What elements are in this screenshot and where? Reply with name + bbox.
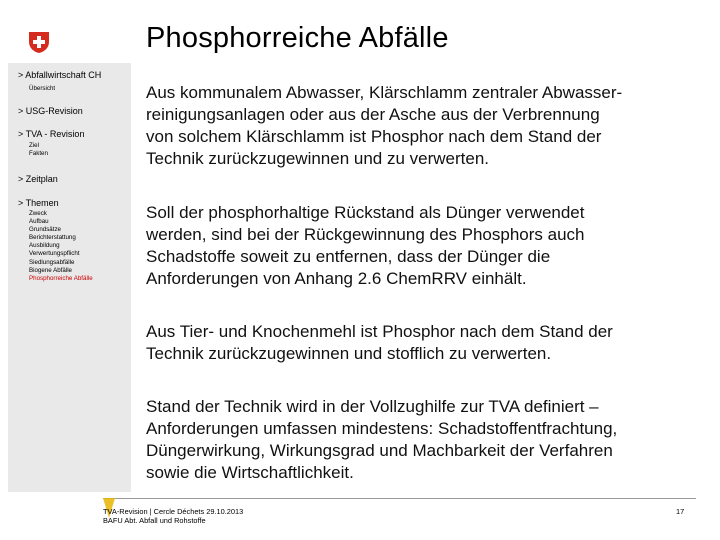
nav-tva-revision[interactable]: > TVA - Revision xyxy=(18,129,85,139)
nav-sub-item[interactable]: Zweck xyxy=(29,210,47,217)
text-line: Schadstoffe soweit zu entfernen, dass der Dünger die xyxy=(146,247,551,266)
text-line: sowie die Wirtschaftlichkeit. xyxy=(146,463,354,482)
nav-sub-item[interactable]: Siedlungsabfälle xyxy=(29,258,75,266)
nav-sub-item[interactable]: Biogene Abfälle xyxy=(29,266,73,274)
footer-divider xyxy=(103,498,696,499)
text-line: Düngerwirkung, Wirkungsgrad und Machbarkeit der Verfahren xyxy=(146,441,613,460)
nav-sub-item[interactable]: Grundsätze xyxy=(29,226,61,234)
nav-sub-item[interactable]: Ziel xyxy=(29,142,39,149)
text-line: Aus kommunalem Abwasser, Klärschlamm zentraler Abwasser- xyxy=(146,83,623,102)
nav-sub-list-3 xyxy=(29,142,48,158)
text-line: reinigungsanlagen oder aus der Asche aus der Verbrennung xyxy=(146,105,600,124)
paragraph-3 xyxy=(146,321,716,365)
paragraph-2 xyxy=(146,202,716,290)
nav-usg-revision[interactable]: > USG-Revision xyxy=(18,106,83,116)
nav-sub-item[interactable]: Übersicht xyxy=(29,85,56,92)
text-line: Anforderungen umfassen mindestens: Schadstoffentfrachtung, xyxy=(146,419,618,438)
footer-line-2: BAFU Abt. Abfall und Rohstoffe xyxy=(103,516,206,525)
text-line: Technik zurückzugewinnen und stofflich zu verwerten. xyxy=(146,344,552,363)
swiss-cross-icon xyxy=(27,30,51,54)
nav-sub-list-5 xyxy=(29,210,93,283)
nav-sub-item[interactable]: Aufbau xyxy=(29,218,49,226)
nav-sub-item[interactable]: Berichterstattung xyxy=(29,234,76,242)
text-line: Anforderungen von Anhang 2.6 ChemRRV einhält. xyxy=(146,269,527,288)
text-line: Technik zurückzugewinnen und zu verwerten. xyxy=(146,149,490,168)
footer-line-1: TVA-Revision | Cercle Déchets 29.10.2013 xyxy=(103,507,244,516)
nav-zeitplan[interactable]: > Zeitplan xyxy=(18,174,58,184)
text-line: werden, sind bei der Rückgewinnung des Phosphors auch xyxy=(146,225,585,244)
nav-sub-item[interactable]: Verwertungspflicht xyxy=(29,250,80,258)
nav-themen[interactable]: > Themen xyxy=(18,198,59,208)
text-line: von solchem Klärschlamm ist Phosphor nach dem Stand der xyxy=(146,127,602,146)
nav-sub-item-active[interactable]: Phosphorreiche Abfälle xyxy=(29,274,93,282)
paragraph-4 xyxy=(146,396,716,484)
page-number: 17 xyxy=(676,507,685,516)
paragraph-1 xyxy=(146,82,716,170)
nav-sub-list-1 xyxy=(29,85,55,93)
nav-abfallwirtschaft[interactable]: > Abfallwirtschaft CH xyxy=(18,70,102,80)
page-title: Phosphorreiche Abfälle xyxy=(146,22,449,54)
text-line: Soll der phosphorhaltige Rückstand als Dünger verwendet xyxy=(146,203,585,222)
footer-text xyxy=(103,507,243,525)
nav-sub-item[interactable]: Fakten xyxy=(29,150,48,158)
text-line: Stand der Technik wird in der Vollzughilfe zur TVA definiert – xyxy=(146,397,599,416)
text-line: Aus Tier- und Knochenmehl ist Phosphor nach dem Stand der xyxy=(146,322,613,341)
nav-sub-item[interactable]: Ausbildung xyxy=(29,242,60,250)
